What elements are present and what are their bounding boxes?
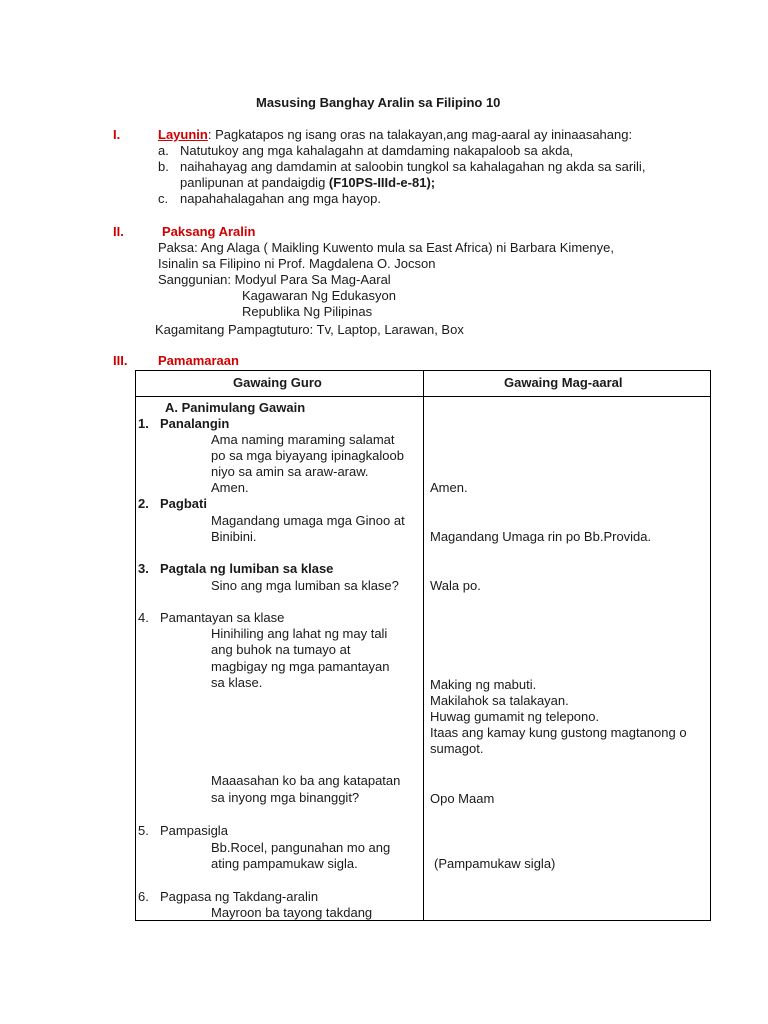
step4-reply-1: Making ng mabuti. (430, 677, 537, 692)
step4-reply-2: Makilahok sa talakayan. (430, 693, 569, 708)
step1-line-2: po sa mga biyayang ipinagkaloob (211, 448, 404, 463)
step-number-4: 4. (138, 610, 149, 625)
step4-line-1: Hinihiling ang lahat ng may tali (211, 626, 388, 641)
step6-line-1: Mayroon ba tayong takdang (211, 905, 373, 920)
section-heading-paksang-aralin: Paksang Aralin (162, 224, 256, 239)
step2-line-2: Binibini. (211, 529, 257, 544)
section-numeral-3: III. (113, 353, 128, 368)
step5-reply: (Pampamukaw sigla) (434, 856, 556, 871)
step5-line-1: Bb.Rocel, pangunahan mo ang (211, 840, 391, 855)
sanggunian-line-3: Republika Ng Pilipinas (242, 304, 373, 319)
step-number-2: 2. (138, 496, 149, 511)
item-text-b-cont (180, 175, 435, 191)
step3-line-1: Sino ang mga lumiban sa klase? (211, 578, 399, 593)
step4b-line-1: Maaasahan ko ba ang katapatan (211, 773, 401, 788)
table-header-guro: Gawaing Guro (233, 375, 322, 390)
step3-reply: Wala po. (430, 578, 481, 593)
table-column-divider (423, 370, 424, 921)
step-number-6: 6. (138, 889, 149, 904)
step2-line-1: Magandang umaga mga Ginoo at (211, 513, 405, 528)
section-heading-pamamaraan: Pamamaraan (158, 353, 239, 368)
step4b-reply: Opo Maam (430, 791, 495, 806)
step4-reply-4: Itaas ang kamay kung gustong magtanong o (430, 725, 687, 740)
layunin-intro: : Pagkatapos ng isang oras na talakayan,ang mag-aaral ay ininaasahang: (207, 127, 633, 142)
section-numeral-1: I. (113, 127, 121, 142)
step-title-pagpasa: Pagpasa ng Takdang-aralin (160, 889, 319, 904)
step-title-pagtala: Pagtala ng lumiban sa klase (160, 561, 334, 576)
step4-reply-5: sumagot. (430, 741, 484, 756)
step-title-pamantayan: Pamantayan sa klase (160, 610, 285, 625)
step1-line-1: Ama naming maraming salamat (211, 432, 395, 447)
item-marker-b: b. (158, 159, 169, 174)
section-layunin (158, 127, 632, 143)
step4-line-4: sa klase. (211, 675, 263, 690)
paksa-line-2: Isinalin sa Filipino ni Prof. Magdalena O. Jocson (158, 256, 436, 271)
kagamitan-line: Kagamitang Pampagtuturo: Tv, Laptop, Larawan, Box (155, 322, 464, 337)
item-text-b: naihahayag ang damdamin at saloobin tungkol sa kahalagahan ng akda sa sarili, (180, 159, 646, 174)
paksa-line-1: Paksa: Ang Alaga ( Maikling Kuwento mula sa East Africa) ni Barbara Kimenye, (158, 240, 614, 255)
step-title-pampasigla: Pampasigla (160, 823, 228, 838)
item-marker-a: a. (158, 143, 169, 158)
sanggunian-line-1: Sanggunian: Modyul Para Sa Mag-Aaral (158, 272, 391, 287)
step-number-5: 5. (138, 823, 149, 838)
step1-line-4: Amen. (211, 480, 249, 495)
step-title-panalangin: Panalangin (160, 416, 230, 431)
page-title: Masusing Banghay Aralin sa Filipino 10 (256, 95, 501, 110)
step4-line-3: magbigay ng mga pamantayan (211, 659, 390, 674)
step-number-1: 1. (138, 416, 149, 431)
table-header-mag-aaral: Gawaing Mag-aaral (504, 375, 623, 390)
step4b-line-2: sa inyong mga binanggit? (211, 790, 360, 805)
step4-reply-3: Huwag gumamit ng telepono. (430, 709, 600, 724)
sanggunian-line-2: Kagawaran Ng Edukasyon (242, 288, 396, 303)
step1-line-3: niyo sa amin sa araw-araw. (211, 464, 369, 479)
step2-reply: Magandang Umaga rin po Bb.Provida. (430, 529, 652, 544)
section-heading-layunin: Layunin (158, 127, 208, 142)
table-header-divider (135, 396, 711, 397)
item-text-a: Natutukoy ang mga kahalagahn at damdaming nakapaloob sa akda, (180, 143, 574, 158)
competency-code: (F10PS-IIId-e-81); (328, 175, 436, 190)
item-text-c: napahahalagahan ang mga hayop. (180, 191, 381, 206)
step4-line-2: ang buhok na tumayo at (211, 642, 351, 657)
item-text-b-line2: panlipunan at pandaigdig (180, 175, 329, 190)
item-marker-c: c. (158, 191, 169, 206)
step1-reply: Amen. (430, 480, 468, 495)
step-number-3: 3. (138, 561, 149, 576)
step-title-pagbati: Pagbati (160, 496, 207, 511)
step5-line-2: ating pampamukaw sigla. (211, 856, 358, 871)
section-numeral-2: II. (113, 224, 124, 239)
table-subheading: A. Panimulang Gawain (165, 400, 306, 415)
